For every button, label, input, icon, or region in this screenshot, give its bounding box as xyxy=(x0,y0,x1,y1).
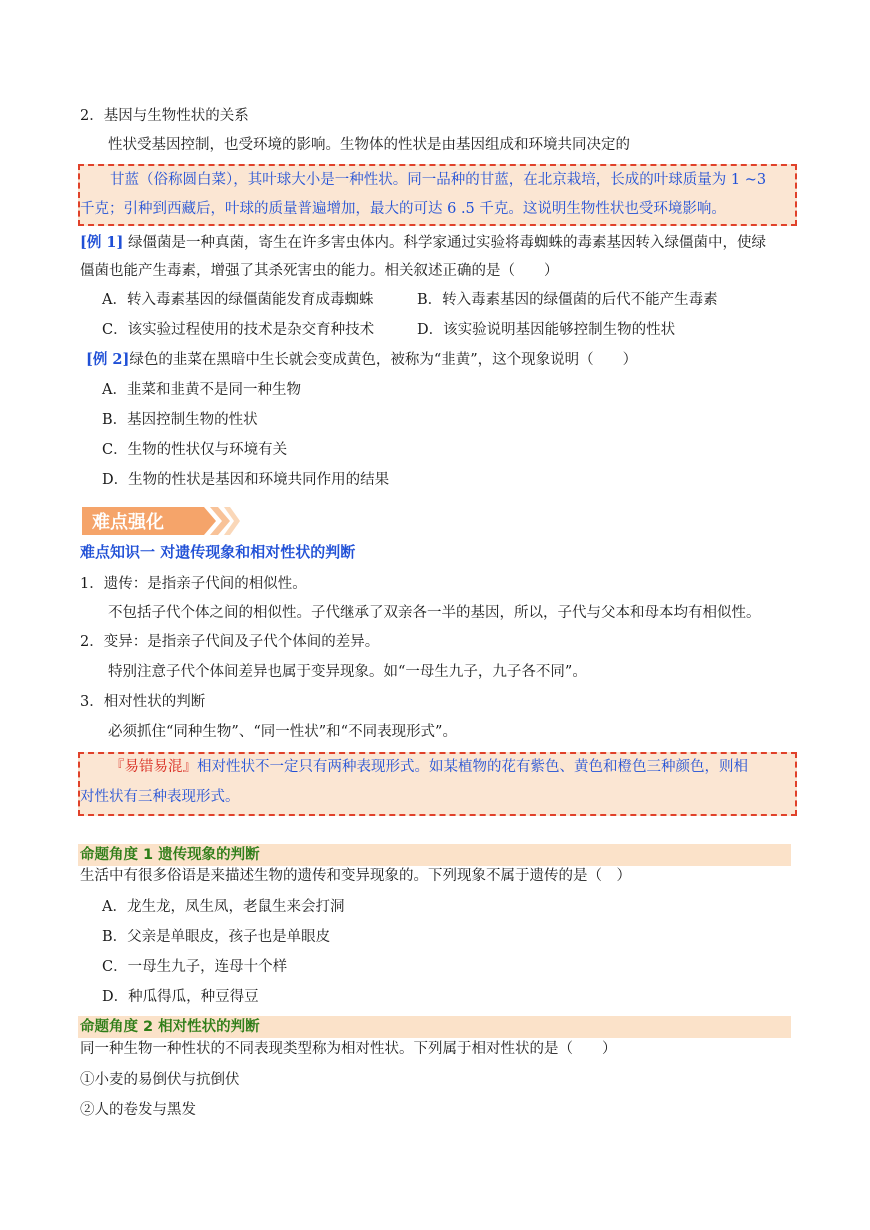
point-3-heading: 3．相对性状的判断 xyxy=(80,694,206,710)
point-2-heading: 2．变异：是指亲子代间及子代个体间的差异。 xyxy=(80,634,380,650)
example-2-option-c: C．生物的性状仅与环境有关 xyxy=(102,442,288,458)
angle-2-question: 同一种生物一种性状的不同表现类型称为相对性状。下列属于相对性状的是（ ） xyxy=(80,1041,617,1057)
example-2-option-d: D．生物的性状是基因和环境共同作用的结果 xyxy=(102,472,390,488)
point-1-body: 不包括子代个体之间的相似性。子代继承了双亲各一半的基因，所以，子代与父本和母本均有相似性。 xyxy=(108,605,761,621)
example-1-text: 绿僵菌是一种真菌，寄生在许多害虫体内。科学家通过实验将毒蜘蛛的毒素基因转入绿僵菌中，使绿 xyxy=(123,235,766,251)
angle-1-option-a: A．龙生龙，凤生凤，老鼠生来会打洞 xyxy=(102,899,345,915)
mistake-tag: 『易错易混』 xyxy=(110,759,197,775)
angle-1-option-c: C．一母生九子，连母十个样 xyxy=(102,959,288,975)
example-1-option-a: A．转入毒素基因的绿僵菌能发育成毒蜘蛛 xyxy=(102,292,374,308)
example-1-option-d: D．该实验说明基因能够控制生物的性状 xyxy=(417,322,676,338)
mistake-line-2: 对性状有三种表现形式。 xyxy=(80,789,240,805)
example-2-tag: [例 2] xyxy=(86,351,130,368)
angle-2-item-2: ②人的卷发与黑发 xyxy=(80,1102,196,1118)
example-1-question-cont: 僵菌也能产生毒素，增强了其杀死害虫的能力。相关叙述正确的是（ ） xyxy=(80,263,559,279)
example-2-option-b: B．基因控制生物的性状 xyxy=(102,412,258,428)
point-2-body: 特别注意子代个体间差异也属于变异现象。如“一母生九子，九子各不同”。 xyxy=(108,664,587,680)
example-1-tag: [例 1] xyxy=(80,234,124,251)
angle-1-header xyxy=(78,844,791,866)
example-2-text: 绿色的韭菜在黑暗中生长就会变成黄色，被称为“韭黄”，这个现象说明（ ） xyxy=(129,352,638,368)
angle-1-title: 命题角度 1 遗传现象的判断 xyxy=(80,847,260,863)
example-1-question xyxy=(80,233,766,253)
note-line-1: 甘蓝（俗称圆白菜），其叶球大小是一种性状。同一品种的甘蓝，在北京栽培，长成的叶球质量为 1 ~3 xyxy=(110,172,767,188)
example-1-option-c: C．该实验过程使用的技术是杂交育种技术 xyxy=(102,322,375,338)
note-line-2: 千克；引种到西藏后，叶球的质量普遍增加，最大的可达 6 .5 千克。这说明生物性状也受环境影响。 xyxy=(80,201,726,217)
angle-2-header xyxy=(78,1016,791,1038)
angle-1-option-d: D．种瓜得瓜，种豆得豆 xyxy=(102,989,259,1005)
banner-label: 难点强化 xyxy=(92,512,164,533)
difficult-knowledge-title: 难点知识一 对遗传现象和相对性状的判断 xyxy=(80,543,356,561)
angle-1-question: 生活中有很多俗语是来描述生物的遗传和变异现象的。下列现象不属于遗传的是（ ） xyxy=(80,868,631,884)
example-1-option-b: B．转入毒素基因的绿僵菌的后代不能产生毒素 xyxy=(417,292,718,308)
section-heading: 2．基因与生物性状的关系 xyxy=(80,108,249,124)
angle-2-item-1: ①小麦的易倒伏与抗倒伏 xyxy=(80,1072,240,1088)
mistake-text: 相对性状不一定只有两种表现形式。如某植物的花有紫色、黄色和橙色三种颜色，则相 xyxy=(197,759,748,775)
difficulty-banner xyxy=(82,505,242,537)
angle-2-title: 命题角度 2 相对性状的判断 xyxy=(80,1019,260,1035)
angle-1-option-b: B．父亲是单眼皮，孩子也是单眼皮 xyxy=(102,929,331,945)
mistake-line-1 xyxy=(110,757,748,777)
example-2-question xyxy=(86,350,637,370)
example-2-option-a: A．韭菜和韭黄不是同一种生物 xyxy=(102,382,301,398)
point-3-body: 必须抓住“同种生物”、“同一性状”和“不同表现形式”。 xyxy=(108,724,457,740)
section-body: 性状受基因控制，也受环境的影响。生物体的性状是由基因组成和环境共同决定的 xyxy=(108,137,630,153)
point-1-heading: 1．遗传：是指亲子代间的相似性。 xyxy=(80,576,307,592)
